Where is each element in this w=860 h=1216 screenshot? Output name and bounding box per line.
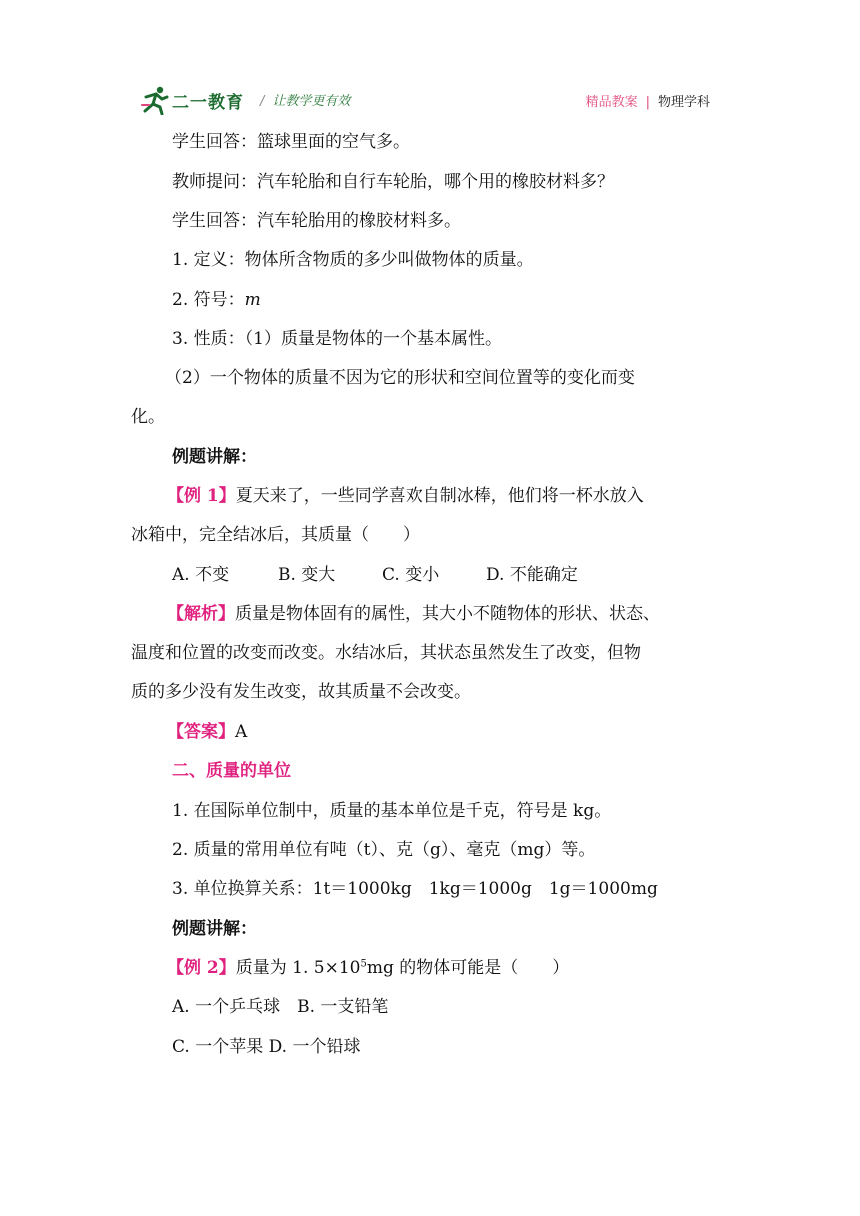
example-2-options: A. 一个乒乓球 B. 一支铅笔 xyxy=(172,997,389,1017)
option-d: D. 不能确定 xyxy=(486,565,578,585)
example-1-line xyxy=(167,484,644,508)
answer-line xyxy=(167,720,247,744)
text-line: 教师提问：汽车轮胎和自行车轮胎，哪个用的橡胶材料多？ xyxy=(172,172,614,192)
header-subject: 物理学科 xyxy=(657,95,710,110)
example-2-options: C. 一个苹果 D. 一个铅球 xyxy=(172,1037,361,1057)
example-2-line xyxy=(167,956,569,980)
slogan: / 让教学更有效 xyxy=(260,94,351,109)
example-heading: 例题讲解： xyxy=(172,919,257,939)
text-line: （2）一个物体的质量不因为它的形状和空间位置等的变化而变 xyxy=(165,368,635,388)
option-c: C. 变小 xyxy=(382,565,440,585)
logo xyxy=(140,84,244,116)
text-line: 学生回答：篮球里面的空气多。 xyxy=(172,132,410,152)
logo-text: 二一教育 xyxy=(172,92,244,113)
example-2-text: 质量为 1. 5×10 xyxy=(235,958,361,978)
analysis-line xyxy=(167,602,660,626)
text-line: 学生回答：汽车轮胎用的橡胶材料多。 xyxy=(172,211,461,231)
analysis-text: 质量是物体固有的属性，其大小不随物体的形状、状态、 xyxy=(235,604,660,624)
page-header xyxy=(140,84,710,116)
text-line: 1. 定义：物体所含物质的多少叫做物体的质量。 xyxy=(172,250,534,270)
section-heading: 二、质量的单位 xyxy=(172,761,291,781)
running-figure-icon xyxy=(140,85,170,115)
header-right: 精品教案 | 物理学科 xyxy=(585,95,710,110)
text-line: 化。 xyxy=(131,407,165,427)
header-tag: 精品教案 xyxy=(585,95,638,110)
analysis-tag: 【解析】 xyxy=(167,604,235,624)
mass-symbol: m xyxy=(244,290,261,310)
symbol-label: 2. 符号： xyxy=(172,290,245,310)
option-a: A. 不变 xyxy=(172,565,230,585)
example-heading: 例题讲解： xyxy=(172,447,257,467)
example-1-text: 夏天来了，一些同学喜欢自制冰棒，他们将一杯水放入 xyxy=(235,486,644,506)
text-line xyxy=(172,288,261,312)
text-line: 质的多少没有发生改变，故其质量不会改变。 xyxy=(131,682,471,702)
text-line: 温度和位置的改变而改变。水结冰后，其状态虽然发生了改变，但物 xyxy=(131,643,641,663)
example-1-options xyxy=(172,563,578,587)
text-line: 3. 单位换算关系：1t＝1000kg 1kg＝1000g 1g＝1000mg xyxy=(172,879,658,899)
text-line: 1. 在国际单位制中，质量的基本单位是千克，符号是 kg。 xyxy=(172,801,612,821)
text-line: 3. 性质：（1）质量是物体的一个基本属性。 xyxy=(172,329,502,349)
example-2-text-end: mg 的物体可能是（ ） xyxy=(366,958,570,978)
answer-tag: 【答案】 xyxy=(167,722,235,742)
example-1-tag: 【例 1】 xyxy=(167,486,236,506)
text-line: 冰箱中，完全结冰后，其质量（ ） xyxy=(131,525,420,545)
exponent: 5 xyxy=(360,958,367,970)
example-2-tag: 【例 2】 xyxy=(167,958,236,978)
slogan-text: 让教学更有效 xyxy=(272,94,351,109)
option-b: B. 变大 xyxy=(278,565,336,585)
answer-value: A xyxy=(235,722,248,742)
text-line: 2. 质量的常用单位有吨（t）、克（g）、毫克（mg）等。 xyxy=(172,840,596,860)
